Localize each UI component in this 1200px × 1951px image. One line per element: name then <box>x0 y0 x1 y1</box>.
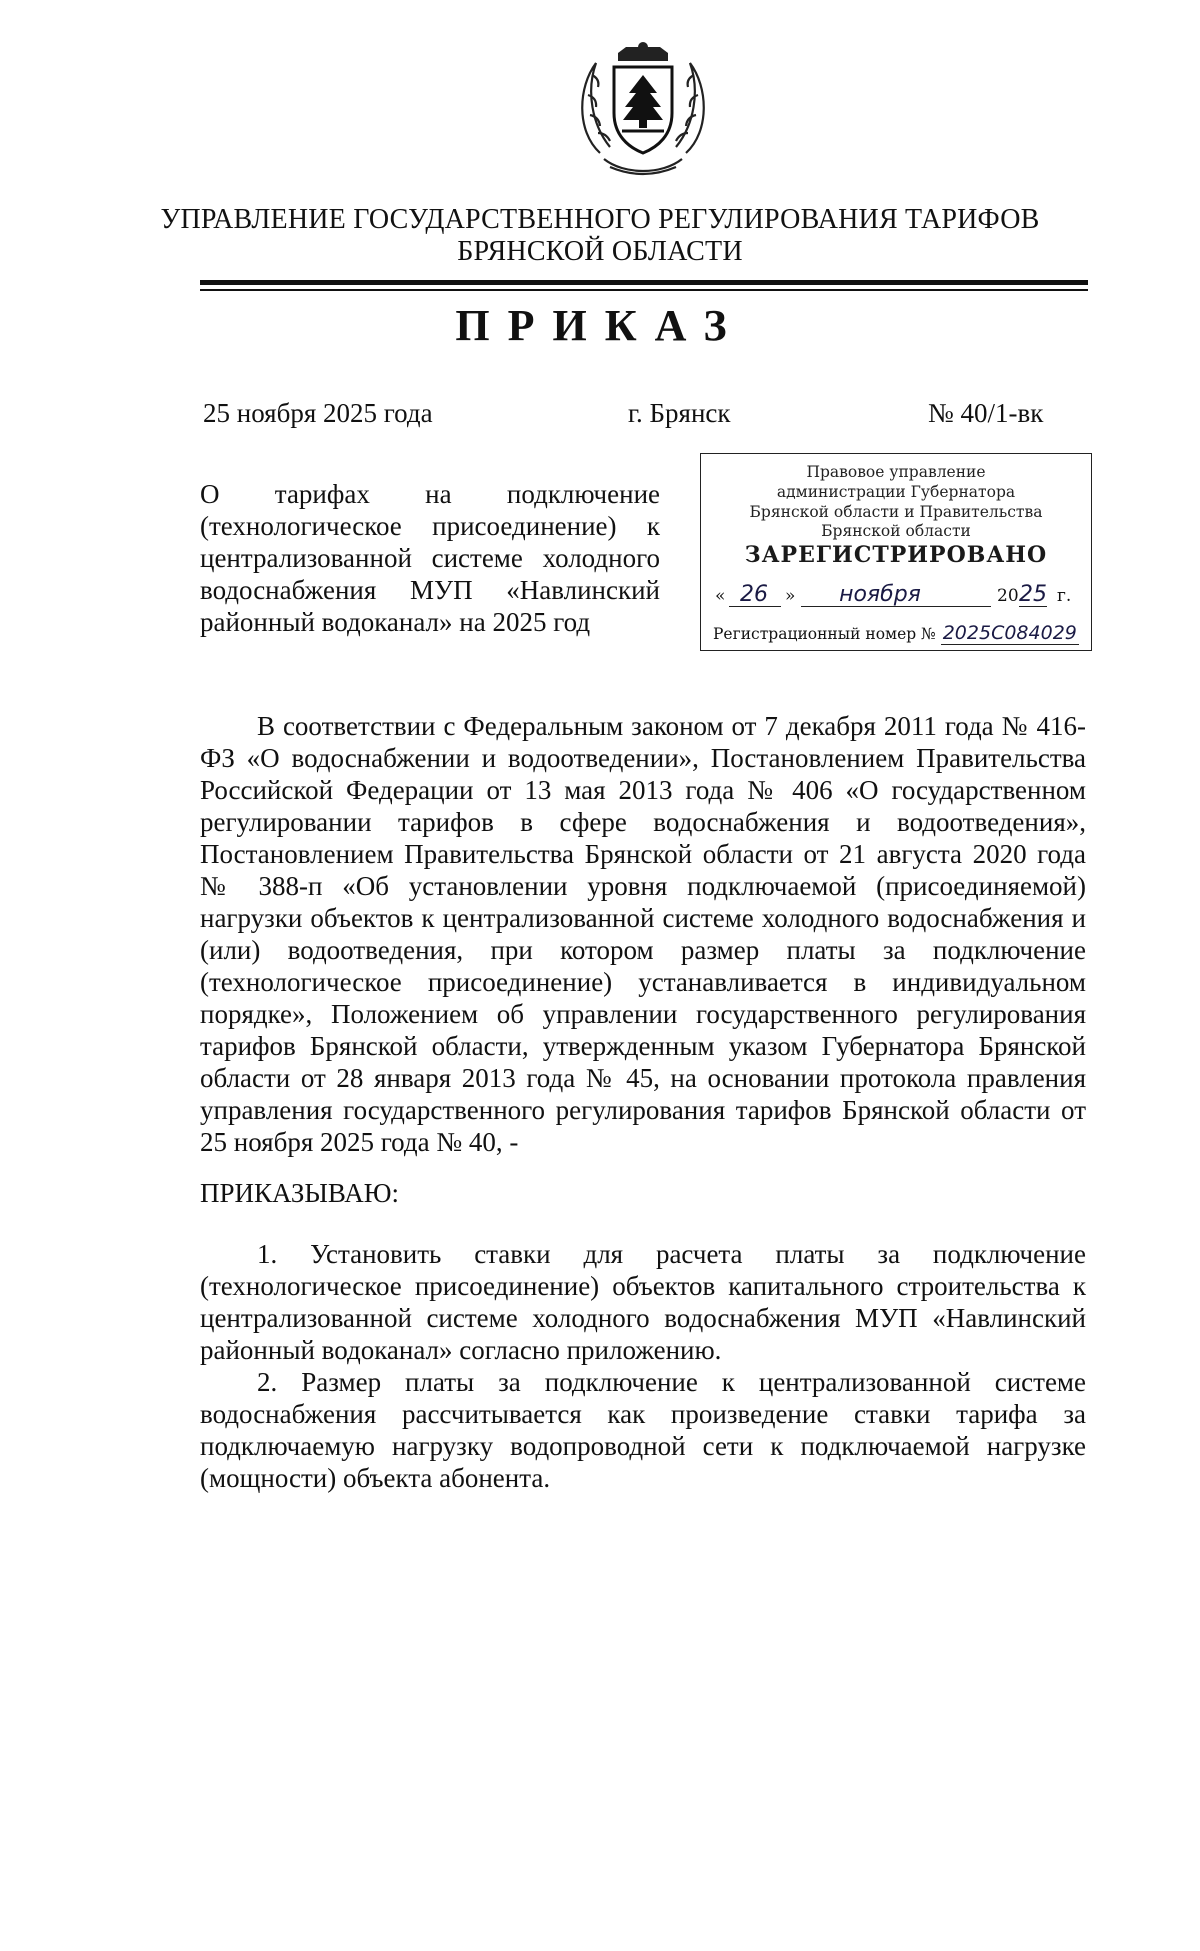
stamp-registered-label: ЗАРЕГИСТРИРОВАНО <box>744 542 1048 568</box>
stamp-month-underline <box>801 606 991 607</box>
header-rule-thick <box>200 280 1088 285</box>
stamp-line-3: Брянской области и Правительства <box>749 503 1043 521</box>
order-date: 25 ноября 2025 года <box>203 398 433 428</box>
order-number: № 40/1-вк <box>928 398 1044 428</box>
stamp-day-underline <box>729 606 781 607</box>
organization-name-line1: УПРАВЛЕНИЕ ГОСУДАРСТВЕННОГО РЕГУЛИРОВАНИЯ ТАРИФОВ <box>160 204 1040 235</box>
stamp-year-suffix: 25 <box>1019 582 1047 607</box>
stamp-line-4: Брянской области <box>821 522 971 540</box>
stamp-year-underline <box>1019 606 1047 607</box>
stamp-line-2: администрации Губернатора <box>776 483 1016 501</box>
stamp-line-1: Правовое управление <box>806 463 986 481</box>
registration-stamp <box>700 453 1092 651</box>
stamp-year-unit: г. <box>1057 586 1072 606</box>
order-city: г. Брянск <box>628 398 731 428</box>
stamp-regnum-value: 2025С084029 <box>942 622 1077 644</box>
stamp-quote-open: « <box>715 586 726 606</box>
header-rule-thin <box>200 289 1088 291</box>
order-item-2: 2. Размер платы за подключение к централизованной системе водоснабжения рассчитывается как произведение ставки тарифа за подключаемую нагрузку водопроводной сети к подключаемой нагрузке (мощности) объекта абонента. <box>200 1367 1086 1493</box>
stamp-year-prefix: 20 <box>997 586 1019 606</box>
document-title: ПРИКАЗ <box>455 301 745 350</box>
stamp-regnum-label: Регистрационный номер № <box>713 625 936 643</box>
stamp-quote-close: » <box>785 586 796 606</box>
stamp-day: 26 <box>740 582 768 607</box>
organization-name-line2: БРЯНСКОЙ ОБЛАСТИ <box>457 236 743 267</box>
preamble-paragraph: В соответствии с Федеральным законом от 7 декабря 2011 года № 416-ФЗ «О водоснабжении и водоотведении», Постановлением Правительства Российской Федерации от 13 мая 2013 года № 406 «О государственном регулировании тарифов в сфере водоснабжения и водоотведения», Постановлением Правительства Брянской области от 21 августа 2020 года № 388-п «Об установлении уровня подключаемой (присоединяемой) нагрузки объектов к централизованной системе холодного водоснабжения и (или) водоотведения, при котором размер платы за подключение (технологическое присоединение) устанавливается в индивидуальном порядке», Положением об управлении государственного регулирования тарифов Брянской области, утвержденным указом Губернатора Брянской области от 28 января 2013 года № 45, на основании протокола правления управления государственного регулирования тарифов Брянской области от 25 ноября 2025 года № 40, - <box>200 711 1086 1157</box>
stamp-registration-number <box>713 622 1088 644</box>
order-subject: О тарифах на подключение (технологическое присоединение) к централизованной системе холодного водоснабжения МУП «Навлинский районный водоканал» на 2025 год <box>200 479 660 637</box>
order-item-1: 1. Установить ставки для расчета платы за подключение (технологическое присоединение) объектов капитального строительства к централизованной системе холодного водоснабжения МУП «Навлинский районный водоканал» согласно приложению. <box>200 1239 1086 1365</box>
stamp-date <box>701 582 1091 612</box>
order-word: ПРИКАЗЫВАЮ: <box>200 1178 399 1208</box>
stamp-month: ноября <box>839 582 921 607</box>
bryansk-coat-of-arms-icon <box>570 35 716 185</box>
